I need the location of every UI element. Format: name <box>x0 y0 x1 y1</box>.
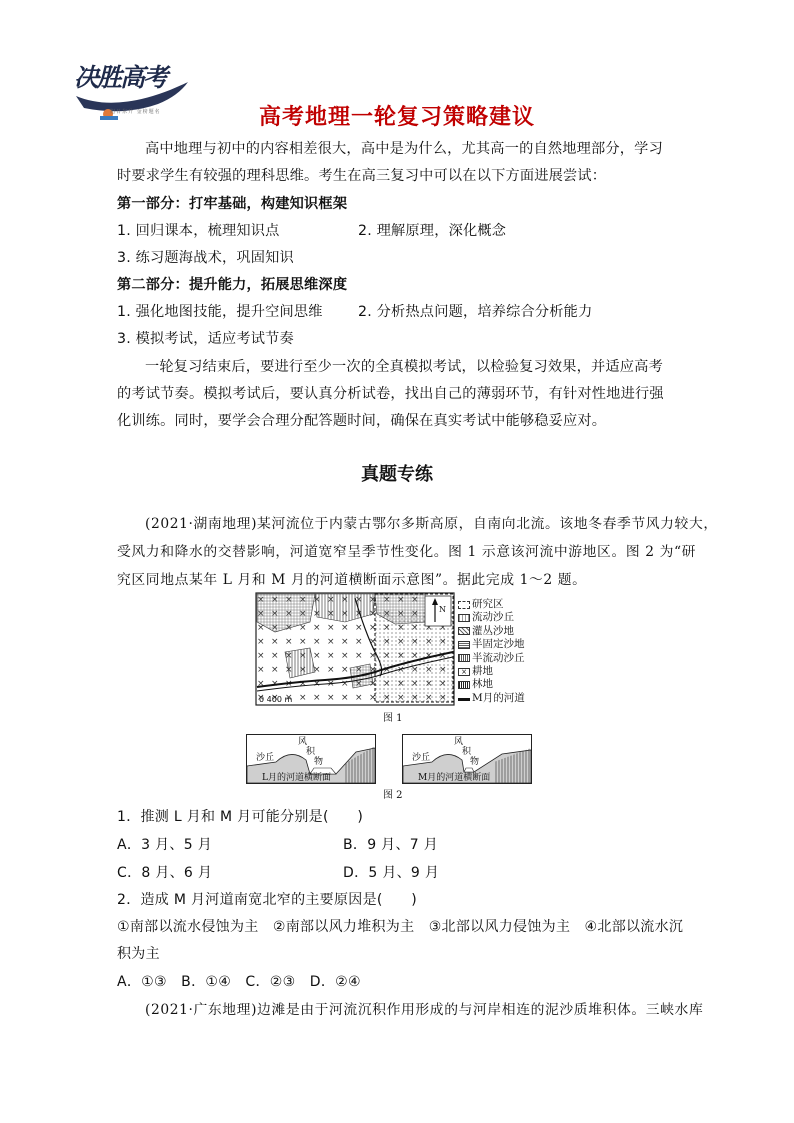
semi-fixed-sand-swatch-icon <box>458 641 470 649</box>
page-title: 高考地理一轮复习策略建议 <box>258 105 535 130</box>
passage1-line-3: 究区同地点某年 L 月和 M 月的河道横断面示意图”。据此完成 1～2 题。 <box>117 572 587 588</box>
panel-m-label: M月的河道横断面 <box>418 773 491 783</box>
para2-line-2: 的考试节奏。模拟考试后，要认真分析试卷，找出自己的薄弱环节，有针对性地进行强 <box>117 386 664 402</box>
part1-item-3: 3. 练习题海战术，巩固知识 <box>117 250 294 266</box>
semi-moving-dune-swatch-icon <box>458 654 470 662</box>
figure2-caption: 图 2 <box>383 790 403 801</box>
part1-item-2: 2. 理解原理，深化概念 <box>358 223 507 239</box>
m-month-river-swatch-icon <box>458 698 470 701</box>
farmland-swatch-icon: × <box>458 668 470 676</box>
dune-label: 沙丘 <box>256 753 275 763</box>
logo-subtext: 旭日东升 金榜题名 <box>110 109 161 115</box>
dune-label: 沙丘 <box>412 753 431 763</box>
q1-option-a: A．3 月、5 月 <box>117 837 212 853</box>
deposit-label-2: 物 <box>470 757 480 767</box>
wind-label: 风 <box>298 737 308 747</box>
para2-line-3: 化训练。同时，要学会合理分配答题时间，确保在真实考试中能够稳妥应对。 <box>117 413 607 429</box>
passage1-line-2: 受风力和降水的交替影响，河道宽窄呈季节性变化。图 1 示意该河流中游地区。图 2 为“研 <box>117 544 697 560</box>
para2-line-1: 一轮复习结束后，要进行至少一次的全真模拟考试，以检验复习效果，并适应高考 <box>145 359 663 375</box>
q2-stem: 2．造成 M 月河道南宽北窄的主要原因是( ) <box>117 892 418 908</box>
legend-item: 研究区 <box>458 598 525 611</box>
legend-item: 流动沙丘 <box>458 611 525 624</box>
passage2-line-1: (2021·广东地理)边滩是由于河流沉积作用形成的与河岸相连的泥沙质堆积体。三峡水库 <box>145 1002 704 1018</box>
legend-item: × 耕地 <box>458 665 525 678</box>
moving-dune-swatch-icon <box>458 614 470 622</box>
q2-statements-line-2: 积为主 <box>117 946 160 962</box>
figure2-panel-m <box>402 734 532 784</box>
legend-item: M月的河道 <box>458 692 525 705</box>
figure1-caption: 图 1 <box>383 713 403 724</box>
section-title: 真题专练 <box>361 464 433 485</box>
deposit-label-2: 物 <box>314 757 324 767</box>
q2-options: A．①③ B．①④ C．②③ D．②④ <box>117 974 361 990</box>
shrub-sand-swatch-icon <box>458 627 470 635</box>
part1-item-1: 1. 回归课本，梳理知识点 <box>117 223 280 239</box>
passage1-line-1: (2021·湖南地理)某河流位于内蒙古鄂尔多斯高原，自南向北流。该地冬春季节风力较大， <box>145 516 718 532</box>
part2-item-1: 1. 强化地图技能，提升空间思维 <box>117 304 323 320</box>
panel-l-label: L月的河道横断面 <box>262 773 331 783</box>
q1-option-c: C．8 月、6 月 <box>117 865 213 881</box>
legend-item: 林地 <box>458 678 525 691</box>
legend-item: 半固定沙地 <box>458 638 525 651</box>
figure2-panel-l <box>246 734 376 784</box>
study-area-swatch-icon <box>458 601 470 609</box>
q2-statements-line-1: ①南部以流水侵蚀为主 ②南部以风力堆积为主 ③北部以风力侵蚀为主 ④北部以流水沉 <box>117 919 684 935</box>
legend-item: 灌丛沙地 <box>458 625 525 638</box>
intro-line-1: 高中地理与初中的内容相差很大，高中是为什么，尤其高一的自然地理部分，学习 <box>145 141 663 157</box>
wind-label: 风 <box>454 737 464 747</box>
intro-line-2: 时要求学生有较强的理科思维。考生在高三复习中可以在以下方面进展尝试： <box>117 168 607 184</box>
logo-text: 决胜高考 <box>74 63 167 92</box>
deposit-label-1: 积 <box>462 747 472 757</box>
part2-heading: 第二部分：提升能力，拓展思维深度 <box>117 277 348 293</box>
q1-stem: 1．推测 L 月和 M 月可能分别是( ) <box>117 809 364 825</box>
deposit-label-1: 积 <box>306 747 316 757</box>
forest-swatch-icon <box>458 681 470 689</box>
part1-heading: 第一部分：打牢基础，构建知识框架 <box>117 196 348 212</box>
part2-item-3: 3. 模拟考试，适应考试节奏 <box>117 331 294 347</box>
q1-option-b: B．9 月、7 月 <box>343 837 439 853</box>
legend-item: 半流动沙丘 <box>458 652 525 665</box>
q1-option-d: D．5 月、9 月 <box>343 865 440 881</box>
north-label: N <box>439 605 446 614</box>
figure1-legend <box>458 598 525 705</box>
part2-item-2: 2. 分析热点问题，培养综合分析能力 <box>358 304 593 320</box>
figure1-map <box>255 592 455 706</box>
scale-label: 0 400 m <box>259 695 293 704</box>
